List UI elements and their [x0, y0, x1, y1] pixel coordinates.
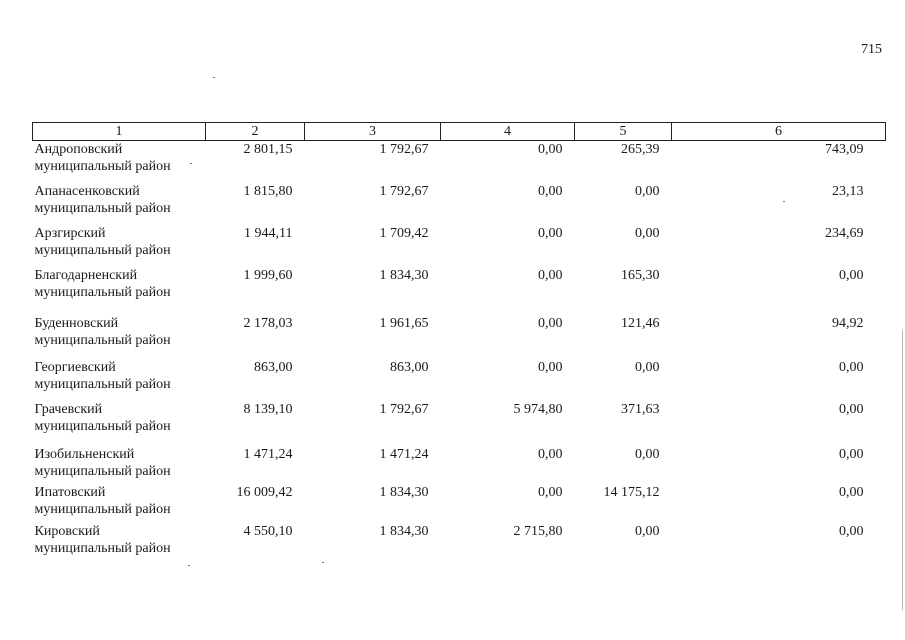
- district-name-cell: [33, 359, 206, 401]
- value-cell-col-4: 0,00: [538, 142, 563, 157]
- table-body: [33, 141, 886, 565]
- value-cell-col-6: 0,00: [839, 359, 864, 375]
- value-cell-col-5: 0,00: [635, 225, 660, 241]
- value-cell-col-6: 743,09: [825, 142, 864, 157]
- district-name: Апанасенковский: [34, 183, 140, 199]
- value-cell-col-6: 23,13: [832, 183, 864, 199]
- district-type: муниципальный район: [34, 284, 171, 300]
- value-cell-col-3: 1 709,42: [379, 225, 429, 241]
- value-cell-col-5: 121,46: [621, 315, 660, 331]
- value-cell-col-5: 0,00: [635, 446, 660, 462]
- value-cell-col-2: 16 009,42: [236, 484, 293, 500]
- district-name-cell: [33, 267, 206, 315]
- scan-speck: [188, 565, 190, 566]
- value-cell-col-3: 863,00: [390, 359, 429, 375]
- district-name: Ипатовский: [34, 484, 106, 500]
- value-cell-col-3: 1 834,30: [379, 523, 429, 539]
- district-name: Георгиевский: [34, 359, 116, 375]
- data-table-container: [32, 122, 885, 565]
- value-cell-col-6: 234,69: [825, 225, 864, 241]
- value-cell-col-5: 0,00: [635, 359, 660, 375]
- table-row: [33, 446, 886, 484]
- scan-speck: [322, 562, 324, 563]
- value-cell-col-5: 0,00: [635, 183, 660, 199]
- district-type: муниципальный район: [34, 242, 171, 258]
- scan-speck: [190, 163, 192, 164]
- page-number: 715: [861, 42, 882, 57]
- table-row: [33, 141, 886, 183]
- district-name-cell: [33, 484, 206, 523]
- value-cell-col-3: 1 792,67: [379, 401, 429, 417]
- value-cell-col-2: 863,00: [254, 359, 293, 375]
- value-cell-col-4: 2 715,80: [513, 523, 563, 539]
- value-cell-col-3: 1 834,30: [379, 267, 429, 283]
- column-header-2: 2: [206, 123, 305, 141]
- district-name: Андроповский: [34, 142, 123, 157]
- table-header-row: [33, 123, 886, 141]
- value-cell-col-2: 1 944,11: [244, 225, 293, 241]
- scan-speck: [783, 201, 785, 202]
- table-row: [33, 401, 886, 446]
- scan-speck: [213, 77, 215, 78]
- value-cell-col-6: 94,92: [832, 315, 864, 331]
- district-type: муниципальный район: [34, 376, 171, 392]
- table-row: [33, 225, 886, 267]
- table-row: [33, 315, 886, 359]
- district-name-cell: [33, 225, 206, 267]
- value-cell-col-6: 0,00: [839, 446, 864, 462]
- value-cell-col-6: 0,00: [839, 267, 864, 283]
- value-cell-col-6: 0,00: [839, 401, 864, 417]
- value-cell-col-4: 0,00: [538, 183, 563, 199]
- value-cell-col-5: 371,63: [621, 401, 660, 417]
- value-cell-col-5: 265,39: [621, 142, 660, 157]
- value-cell-col-2: 1 999,60: [243, 267, 293, 283]
- scan-edge-line: [902, 330, 903, 610]
- value-cell-col-3: 1 792,67: [379, 183, 429, 199]
- value-cell-col-4: 0,00: [538, 484, 563, 500]
- value-cell-col-4: 0,00: [538, 446, 563, 462]
- table-row: [33, 484, 886, 523]
- district-name-cell: [33, 401, 206, 446]
- value-cell-col-5: 14 175,12: [603, 484, 660, 500]
- data-table: [32, 122, 886, 565]
- value-cell-col-6: 0,00: [839, 523, 864, 539]
- district-name: Буденновский: [34, 315, 119, 331]
- value-cell-col-3: 1 961,65: [379, 315, 429, 331]
- district-type: муниципальный район: [34, 540, 171, 556]
- district-name: Кировский: [34, 523, 100, 539]
- column-header-3: 3: [305, 123, 441, 141]
- column-header-1: 1: [33, 123, 206, 141]
- district-name: Арзгирский: [34, 225, 106, 241]
- value-cell-col-3: 1 471,24: [379, 446, 429, 462]
- district-name-cell: [33, 141, 206, 183]
- value-cell-col-2: 1 815,80: [243, 183, 293, 199]
- district-type: муниципальный район: [34, 332, 171, 348]
- table-row: [33, 523, 886, 565]
- value-cell-col-5: 165,30: [621, 267, 660, 283]
- district-type: муниципальный район: [34, 418, 171, 434]
- value-cell-col-4: 0,00: [538, 225, 563, 241]
- district-type: муниципальный район: [34, 200, 171, 216]
- value-cell-col-2: 4 550,10: [243, 523, 293, 539]
- table-row: [33, 183, 886, 225]
- value-cell-col-2: 2 801,15: [243, 142, 293, 157]
- district-name: Изобильненский: [34, 446, 135, 462]
- value-cell-col-2: 2 178,03: [243, 315, 293, 331]
- value-cell-col-4: 0,00: [538, 359, 563, 375]
- district-name-cell: [33, 446, 206, 484]
- district-name-cell: [33, 183, 206, 225]
- value-cell-col-5: 0,00: [635, 523, 660, 539]
- value-cell-col-4: 0,00: [538, 267, 563, 283]
- value-cell-col-6: 0,00: [839, 484, 864, 500]
- district-type: муниципальный район: [34, 463, 171, 479]
- value-cell-col-4: 5 974,80: [513, 401, 563, 417]
- district-name-cell: [33, 315, 206, 359]
- column-header-4: 4: [441, 123, 575, 141]
- column-header-6: 6: [672, 123, 886, 141]
- value-cell-col-3: 1 792,67: [379, 142, 429, 157]
- district-name-cell: [33, 523, 206, 565]
- district-name: Благодарненский: [34, 267, 138, 283]
- value-cell-col-2: 1 471,24: [243, 446, 293, 462]
- table-row: [33, 267, 886, 315]
- district-type: муниципальный район: [34, 159, 171, 174]
- table-row: [33, 359, 886, 401]
- district-type: муниципальный район: [34, 501, 171, 517]
- value-cell-col-3: 1 834,30: [379, 484, 429, 500]
- value-cell-col-2: 8 139,10: [243, 401, 293, 417]
- district-name: Грачевский: [34, 401, 103, 417]
- column-header-5: 5: [575, 123, 672, 141]
- value-cell-col-4: 0,00: [538, 315, 563, 331]
